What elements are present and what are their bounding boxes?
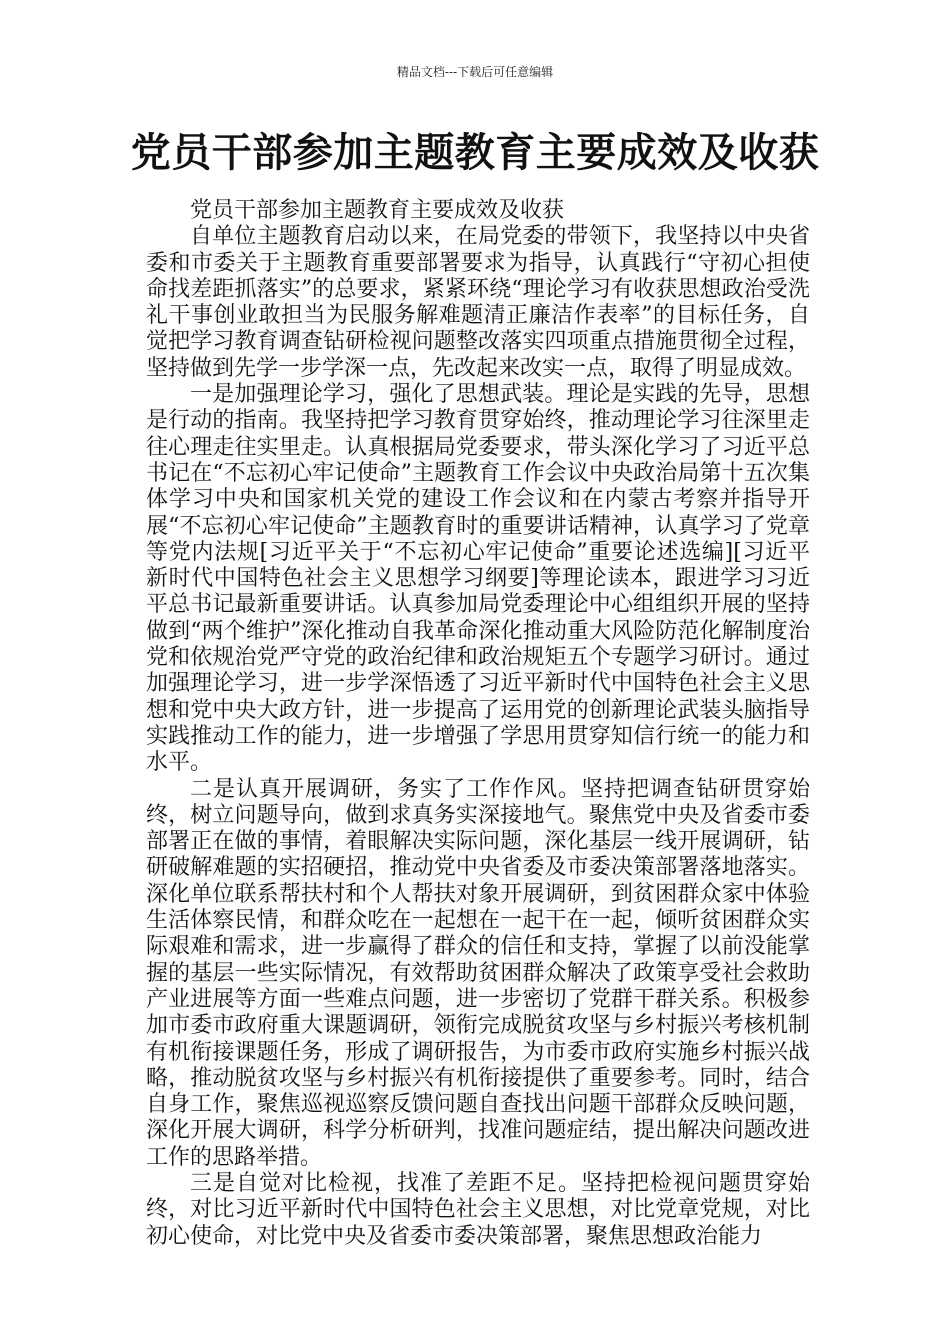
paragraph-self-review: 三是自觉对比检视，找准了差距不足。坚持把检视问题贯穿始终，对比习近平新时代中国特色社会主义思想，对比党章党规，对比初心使命，对比党中央及省委市委决策部署，聚焦思想政治能力 xyxy=(146,1170,810,1249)
paragraph-subtitle: 党员干部参加主题教育主要成效及收获 xyxy=(190,198,565,223)
paragraph-theory-study: 一是加强理论学习，强化了思想武装。理论是实践的先导，思想是行动的指南。我坚持把学习教育贯穿始终，推动理论学习往深里走往心理走往实里走。认真根据局党委要求，带头深化学习了习近平总书记在“不忘初心牢记使命”主题教育工作会议中央政治局第十五次集体学习中央和国家机关党的建设工作会议和在内蒙古考察并指导开展“不忘初心牢记使命”主题教育时的重要讲话精神，认真学习了党章等党内法规[习近平关于“不忘初心牢记使命”重要论述选编][习近平新时代中国特色社会主义思想学习纲要]等理论读本，跟进学习习近平总书记最新重要讲话。认真参加局党委理论中心组组织开展的坚持做到“两个维护”深化推动自我革命深化推动重大风险防范化解制度治党和依规治党严守党的政治纪律和政治规矩五个专题学习研讨。通过加强理论学习，进一步学深悟透了习近平新时代中国特色社会主义思想和党中央大政方针，进一步提高了运用党的创新理论武装头脑指导实践推动工作的能力，进一步增强了学思用贯穿知信行统一的能力和水平。 xyxy=(146,382,810,776)
document-title: 党员干部参加主题教育主要成效及收获 xyxy=(130,130,820,176)
document-body xyxy=(146,198,810,1250)
paragraph-intro: 自单位主题教育启动以来，在局党委的带领下，我坚持以中央省委和市委关于主题教育重要部署要求为指导，认真践行“守初心担使命找差距抓落实”的总要求，紧紧环绕“理论学习有收获思想政治受洗礼干事创业敢担当为民服务解难题清正廉洁作表率”的目标任务，自觉把学习教育调查钻研检视问题整改落实四项重点措施贯彻全过程，坚持做到先学一步学深一点，先改起来改实一点，取得了明显成效。 xyxy=(146,224,810,381)
paragraph-research: 二是认真开展调研，务实了工作作风。坚持把调查钻研贯穿始终，树立问题导向，做到求真务实深接地气。聚焦党中央及省委市委部署正在做的事情，着眼解决实际问题，深化基层一线开展调研，钻研破解难题的实招硬招，推动党中央省委及市委决策部署落地落实。深化单位联系帮扶村和个人帮扶对象开展调研，到贫困群众家中体验生活体察民情，和群众吃在一起想在一起干在一起，倾听贫困群众实际艰难和需求，进一步赢得了群众的信任和支持，掌握了以前没能掌握的基层一些实际情况，有效帮助贫困群众解决了政策享受社会救助产业进展等方面一些难点问题，进一步密切了党群干群关系。积极参加市委市政府重大课题调研，领衔完成脱贫攻坚与乡村振兴考核机制有机衔接课题任务，形成了调研报告，为市委市政府实施乡村振兴战略，推动脱贫攻坚与乡村振兴有机衔接提供了重要参考。同时，结合自身工作，聚焦巡视巡察反馈问题自查找出问题干部群众反映问题，深化开展大调研，科学分析研判，找准问题症结，提出解决问题改进工作的思路举措。 xyxy=(146,776,810,1170)
page-header-watermark: 精品文档---下载后可任意编辑 xyxy=(396,65,554,79)
